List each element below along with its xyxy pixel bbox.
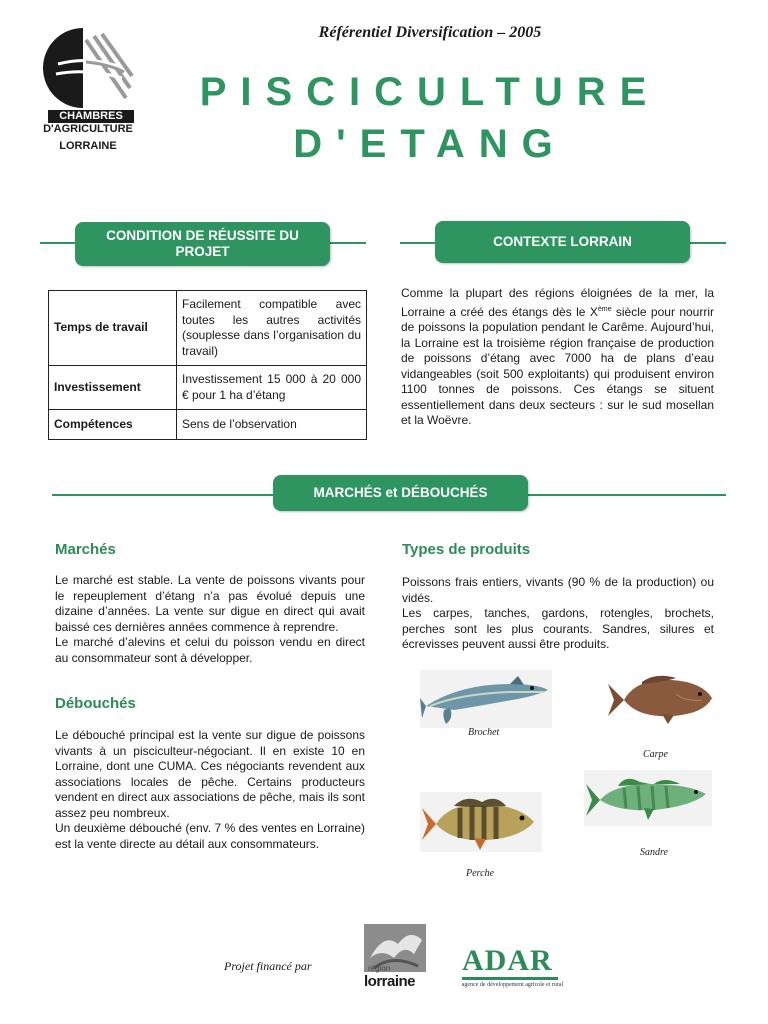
adar-label: ADAR [462, 944, 553, 977]
debouches-title: Débouchés [55, 695, 136, 712]
adar-logo [450, 944, 575, 992]
debouches-p1: Le débouché principal est la vente sur digue de poissons vivants à un pisciculteur-négociant. Il en existe 10 en Lorraine, dont une CUMA. Ces négociants revendent aux associations locales de pêche. Certains producteurs vendent en direct aux associations de pêche, mais ils sont assez peu nombreux. [55, 728, 365, 820]
table-key: Temps de travail [49, 291, 177, 366]
contexte-text-after: siècle pour nourrir de poissons la population pendant le Carême. Aujourd’hui, la Lorraine est la troisième région française de production de poissons d’étang avec 7000 ha de plans d’eau vidangeables (soit 500 exploitants) qui produisent environ 1100 tonnes de poissons. Ces étangs se situent essentiellement dans deux secteurs : sur le sud mosellan et la Woëvre. [401, 304, 715, 427]
table-value: Sens de l’observation [177, 410, 367, 440]
carpe-caption: Carpe [643, 749, 668, 760]
table-value: Investissement 15 000 à 20 000 € pour 1 ha d’étang [177, 366, 367, 410]
carpe-fish-icon [606, 672, 718, 726]
page-title-line2: D'ETANG [293, 122, 567, 166]
logo-line2: D'AGRICULTURE [43, 123, 133, 135]
contexte-banner [435, 221, 690, 263]
debouches-p2: Un deuxième débouché (env. 7 % des ventes en Lorraine) est la vente directe au détail aux consommateurs. [55, 821, 365, 851]
types-text [402, 575, 714, 653]
types-title: Types de produits [402, 541, 531, 558]
perche-caption: Perche [466, 868, 494, 879]
region-lorraine-logo [364, 924, 428, 996]
logo-line3: LORRAINE [59, 140, 117, 152]
marches-banner [273, 475, 528, 511]
condition-banner [75, 222, 330, 266]
table-row [49, 291, 367, 366]
marches-p1: Le marché est stable. La vente de poissons vivants pour le repeuplement d’étang n’a pas évolué depuis une dizaine d’années. La vente sur digue en direct qui avait baissé ces dernières années commence à reprendre. [55, 573, 365, 634]
region-label: région [368, 964, 391, 973]
condition-table [48, 290, 367, 440]
table-row [49, 410, 367, 440]
brochet-fish-icon [420, 670, 552, 728]
adar-sub-label: agence de développement agricole et rural [461, 982, 564, 988]
marches-p2: Le marché d’alevins et celui du poisson vendu en direct au consommateur sont à développer. [55, 635, 365, 665]
contexte-text-before: Comme la plupart des régions éloignées de la mer, la Lorraine a créé des étangs dès le X [401, 286, 714, 319]
types-p1: Poissons frais entiers, vivants (90 % de la production) ou vidés. [402, 575, 714, 605]
logo-name-bar: CHAMBRES [48, 110, 134, 123]
sandre-fish-icon [584, 770, 712, 826]
lorraine-label: lorraine [364, 973, 416, 990]
table-key: Compétences [49, 410, 177, 440]
page-title-line1: PISCICULTURE [199, 70, 661, 114]
types-p2: Les carpes, tanches, gardons, rotengles, brochets, perches sont les plus courants. Sandres, silures et écrevisses peuvent aussi être produits. [402, 606, 714, 651]
sandre-caption: Sandre [640, 847, 668, 858]
debouches-text [55, 728, 365, 852]
marches-text [55, 573, 365, 666]
finance-label: Projet financé par [224, 959, 312, 973]
table-row [49, 366, 367, 410]
perche-fish-icon [420, 792, 542, 852]
contexte-text [401, 286, 714, 429]
marches-banner-text: MARCHÉS et DÉBOUCHÉS [313, 485, 488, 500]
condition-banner-text: CONDITION DE RÉUSSITE DU PROJET [106, 228, 299, 259]
table-key: Investissement [49, 366, 177, 410]
contexte-superscript: ème [597, 305, 612, 313]
marches-title: Marchés [55, 541, 116, 558]
contexte-banner-text: CONTEXTE LORRAIN [493, 234, 632, 249]
adar-underline [462, 977, 558, 980]
brochet-caption: Brochet [468, 727, 500, 738]
referentiel-label: Référentiel Diversification – 2005 [318, 24, 542, 41]
table-value: Facilement compatible avec toutes les autres activités (souplesse dans l’organisation du travail) [177, 291, 367, 366]
